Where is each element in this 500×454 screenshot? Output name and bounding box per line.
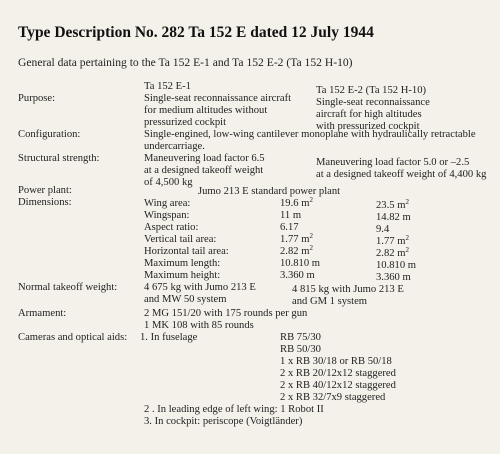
camera-item-5: 2 x RB 40/12x12 staggered [280, 380, 396, 391]
dim-horizontal-tail-e1: 2.82 $m^2$ [280, 244, 313, 257]
armament-1: 2 MG 151/20 with 175 rounds per gun [144, 308, 308, 319]
label-dimensions: Dimensions: [18, 197, 72, 208]
purpose-e2-2: aircraft for high altitudes [316, 109, 422, 120]
dim-wing-area-e1: 19.6 $m^2$ [280, 196, 313, 209]
takeoff-e2-1: 4 815 kg with Jumo 213 E [292, 284, 404, 295]
takeoff-e1-1: 4 675 kg with Jumo 213 E [144, 282, 256, 293]
structural-e2-2: at a designed takeoff weight of 4,400 kg [316, 169, 487, 180]
structural-e1-1: Maneuvering load factor 6.5 [144, 153, 265, 164]
dim-vertical-tail-e2: 1.77 $m^2$ [376, 234, 409, 247]
dim-wingspan-e1: 11 m [280, 210, 302, 221]
dim-vertical-tail-e1: 1.77 $m^2$ [280, 232, 313, 245]
dim-vertical-tail-label: Vertical tail area: [144, 234, 217, 245]
purpose-e2-3: with pressurized cockpit [316, 121, 420, 132]
cameras-wing: 2 . In leading edge of left wing: 1 Robot II [144, 404, 324, 415]
label-cameras: Cameras and optical aids: [18, 332, 128, 343]
structural-e2-1: Maneuvering load factor 5.0 or –2.5 [316, 157, 470, 168]
structural-e1-3: of 4,500 kg [144, 177, 193, 188]
dim-aspect-ratio-e2: 9.4 [376, 224, 390, 235]
takeoff-e1-2: and MW 50 system [144, 294, 227, 305]
purpose-e1-1: Single-seat reconnaissance aircraft [144, 93, 292, 104]
cameras-fuselage: 1. In fuselage [140, 332, 198, 343]
dim-max-length-e1: 10.810 m [280, 258, 321, 269]
dim-aspect-ratio-label: Aspect ratio: [144, 222, 199, 233]
document-subtitle: General data pertaining to the Ta 152 E-1 and Ta 152 E-2 (Ta 152 H-10) [18, 56, 353, 69]
dim-wing-area-e2: 23.5 $m^2$ [376, 198, 409, 211]
dim-max-height-e1: 3.360 m [280, 270, 315, 281]
dim-aspect-ratio-e1: 6.17 [280, 222, 299, 233]
cameras-cockpit: 3. In cockpit: periscope (Voigtländer) [144, 416, 303, 427]
label-structural: Structural strength: [18, 153, 100, 164]
label-configuration: Configuration: [18, 129, 81, 140]
header-e2: Ta 152 E-2 (Ta 152 H-10) [316, 85, 427, 96]
power-plant-value: Jumo 213 E standard power plant [198, 186, 341, 197]
configuration-2: undercarriage. [144, 141, 205, 152]
configuration-1: Single-engined, low-wing cantilever monoplane with hydraulically retractable [144, 129, 476, 140]
dim-wingspan-label: Wingspan: [144, 210, 190, 221]
dim-wingspan-e2: 14.82 m [376, 212, 411, 223]
dim-max-height-e2: 3.360 m [376, 272, 411, 283]
document-title: Type Description No. 282 Ta 152 E dated 12 July 1944 [18, 24, 374, 41]
camera-item-2: RB 50/30 [280, 344, 321, 355]
label-armament: Armament: [18, 308, 67, 319]
dim-wing-area-label: Wing area: [144, 198, 191, 209]
structural-e1-2: at a designed takeoff weight [144, 165, 264, 176]
armament-2: 1 MK 108 with 85 rounds [144, 320, 254, 331]
label-power-plant: Power plant: [18, 185, 72, 196]
takeoff-e2-2: and GM 1 system [292, 296, 368, 307]
camera-item-6: 2 x RB 32/7x9 staggered [280, 392, 386, 403]
dim-max-length-label: Maximum length: [144, 258, 221, 269]
camera-item-4: 2 x RB 20/12x12 staggered [280, 368, 396, 379]
label-purpose: Purpose: [18, 93, 56, 104]
dim-max-height-label: Maximum height: [144, 270, 221, 281]
purpose-e2-1: Single-seat reconnaissance [316, 97, 430, 108]
dim-horizontal-tail-e2: 2.82 $m^2$ [376, 246, 409, 259]
header-e1: Ta 152 E-1 [144, 81, 191, 92]
camera-item-3: 1 x RB 30/18 or RB 50/18 [280, 356, 392, 367]
camera-item-1: RB 75/30 [280, 332, 321, 343]
dim-max-length-e2: 10.810 m [376, 260, 417, 271]
purpose-e1-2: for medium altitudes without [144, 105, 268, 116]
dim-horizontal-tail-label: Horizontal tail area: [144, 246, 229, 257]
purpose-e1-3: pressurized cockpit [144, 117, 227, 128]
label-takeoff-weight: Normal takeoff weight: [18, 282, 118, 293]
